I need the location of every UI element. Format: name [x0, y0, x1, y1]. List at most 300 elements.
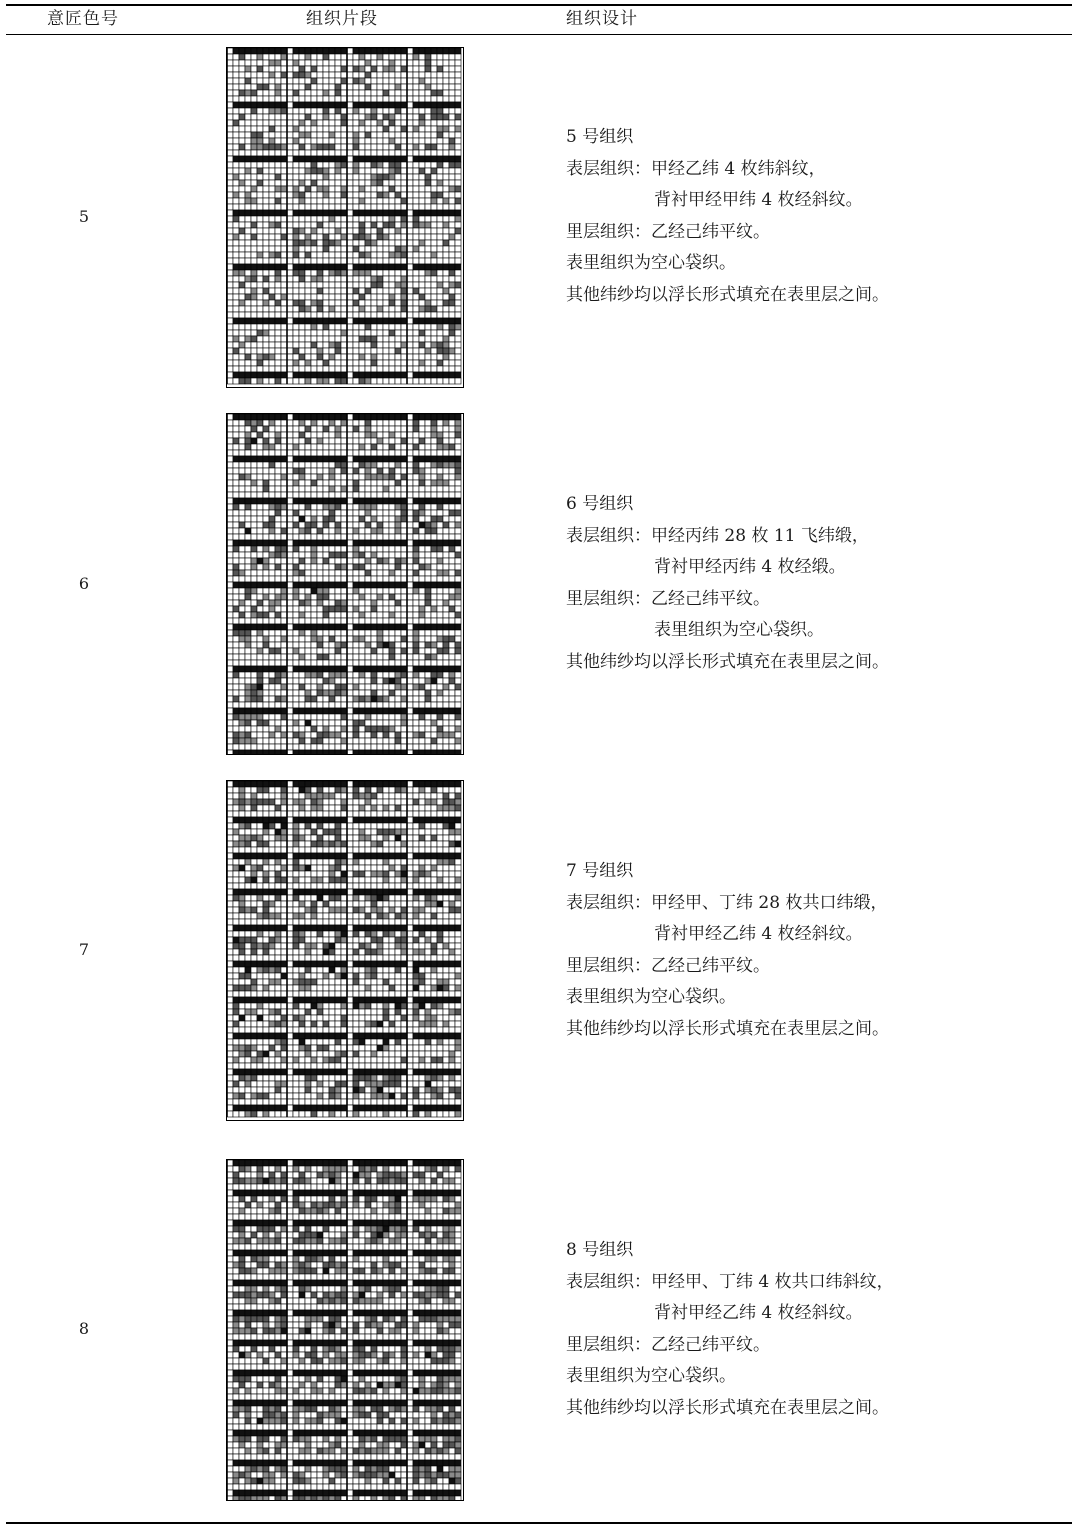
weave-cell: [323, 504, 329, 510]
weave-cell: [413, 48, 419, 54]
weave-cell: [425, 600, 431, 606]
weave-cell: [365, 162, 371, 168]
weave-cell: [269, 324, 275, 330]
weave-cell: [257, 54, 263, 60]
weave-cell: [317, 666, 323, 672]
weave-cell: [281, 684, 287, 690]
weave-cell: [251, 150, 257, 156]
weave-cell: [437, 859, 443, 865]
weave-cell: [275, 456, 281, 462]
weave-cell: [239, 426, 245, 432]
weave-cell: [365, 618, 371, 624]
weave-cell: [413, 859, 419, 865]
weave-cell: [407, 738, 413, 744]
weave-cell: [389, 841, 395, 847]
weave-cell: [251, 660, 257, 666]
weave-cell: [365, 534, 371, 540]
weave-cell: [437, 624, 443, 630]
weave-cell: [317, 642, 323, 648]
weave-cell: [383, 78, 389, 84]
weave-cell: [281, 174, 287, 180]
weave-cell: [413, 829, 419, 835]
weave-cell: [335, 120, 341, 126]
weave-cell: [395, 726, 401, 732]
weave-cell: [449, 588, 455, 594]
weave-cell: [329, 642, 335, 648]
weave-cell: [323, 450, 329, 456]
weave-cell: [239, 282, 245, 288]
weave-cell: [269, 282, 275, 288]
weave-cell: [431, 186, 437, 192]
weave-cell: [341, 456, 347, 462]
weave-cell: [431, 48, 437, 54]
weave-cell: [365, 516, 371, 522]
weave-cell: [227, 318, 233, 324]
weave-cell: [233, 444, 239, 450]
weave-cell: [281, 835, 287, 841]
weave-cell: [395, 54, 401, 60]
weave-cell: [263, 618, 269, 624]
weave-cell: [281, 126, 287, 132]
weave-cell: [383, 336, 389, 342]
weave-cell: [365, 450, 371, 456]
weave-cell: [245, 600, 251, 606]
weave-cell: [287, 96, 293, 102]
weave-cell: [431, 534, 437, 540]
weave-cell: [431, 258, 437, 264]
weave-cell: [359, 72, 365, 78]
weave-cell: [419, 144, 425, 150]
weave-cell: [383, 192, 389, 198]
weave-cell: [359, 378, 365, 384]
weave-cell: [263, 450, 269, 456]
weave-cell: [323, 366, 329, 372]
weave-cell: [305, 714, 311, 720]
weave-cell: [335, 787, 341, 793]
weave-cell: [323, 528, 329, 534]
weave-cell: [281, 294, 287, 300]
weave-cell: [251, 570, 257, 576]
weave-cell: [341, 228, 347, 234]
weave-cell: [335, 240, 341, 246]
weave-cell: [449, 282, 455, 288]
weave-cell: [401, 48, 407, 54]
weave-cell: [431, 570, 437, 576]
weave-cell: [389, 817, 395, 823]
weave-cell: [317, 150, 323, 156]
weave-cell: [449, 516, 455, 522]
weave-cell: [443, 720, 449, 726]
weave-cell: [275, 684, 281, 690]
weave-cell: [365, 630, 371, 636]
weave-cell: [341, 252, 347, 258]
weave-cell: [329, 696, 335, 702]
weave-cell: [257, 522, 263, 528]
weave-cell: [311, 510, 317, 516]
weave-cell: [245, 78, 251, 84]
weave-cell: [437, 294, 443, 300]
weave-cell: [329, 582, 335, 588]
weave-cell: [311, 426, 317, 432]
weave-cell: [353, 444, 359, 450]
weave-cell: [401, 288, 407, 294]
weave-cell: [395, 504, 401, 510]
weave-cell: [413, 498, 419, 504]
weave-cell: [227, 606, 233, 612]
weave-cell: [431, 696, 437, 702]
weave-cell: [389, 312, 395, 318]
weave-cell: [239, 624, 245, 630]
weave-cell: [443, 702, 449, 708]
weave-cell: [455, 781, 461, 787]
weave-cell: [443, 216, 449, 222]
weave-cell: [239, 174, 245, 180]
weave-cell: [257, 726, 263, 732]
weave-cell: [227, 570, 233, 576]
weave-cell: [245, 414, 251, 420]
weave-cell: [419, 462, 425, 468]
weave-cell: [455, 696, 461, 702]
weave-cell: [353, 90, 359, 96]
weave-cell: [263, 678, 269, 684]
weave-cell: [263, 270, 269, 276]
weave-cell: [335, 799, 341, 805]
weave-cell: [407, 144, 413, 150]
weave-cell: [293, 690, 299, 696]
weave-cell: [407, 174, 413, 180]
weave-cell: [413, 805, 419, 811]
weave-cell: [377, 198, 383, 204]
weave-cell: [347, 180, 353, 186]
weave-cell: [437, 240, 443, 246]
weave-cell: [287, 714, 293, 720]
weave-cell: [311, 168, 317, 174]
weave-cell: [359, 672, 365, 678]
weave-cell: [419, 222, 425, 228]
weave-cell: [323, 252, 329, 258]
weave-cell: [431, 528, 437, 534]
weave-cell: [329, 222, 335, 228]
weave-cell: [263, 324, 269, 330]
weave-cell: [251, 72, 257, 78]
weave-cell: [317, 528, 323, 534]
weave-cell: [263, 853, 269, 859]
weave-cell: [365, 414, 371, 420]
weave-cell: [287, 805, 293, 811]
weave-cell: [377, 684, 383, 690]
weave-cell: [395, 366, 401, 372]
weave-cell: [287, 120, 293, 126]
weave-cell: [359, 660, 365, 666]
weave-cell: [437, 264, 443, 270]
weave-cell: [389, 558, 395, 564]
weave-cell: [449, 240, 455, 246]
weave-cell: [347, 594, 353, 600]
weave-cell: [365, 594, 371, 600]
weave-cell: [347, 781, 353, 787]
weave-cell: [341, 654, 347, 660]
weave-cell: [455, 360, 461, 366]
weave-cell: [443, 540, 449, 546]
weave-cell: [443, 264, 449, 270]
weave-cell: [305, 300, 311, 306]
weave-cell: [359, 126, 365, 132]
weave-cell: [455, 654, 461, 660]
weave-cell: [251, 450, 257, 456]
weave-cell: [407, 510, 413, 516]
weave-cell: [293, 60, 299, 66]
weave-cell: [401, 240, 407, 246]
weave-cell: [431, 180, 437, 186]
weave-cell: [323, 60, 329, 66]
weave-cell: [437, 54, 443, 60]
weave-cell: [311, 630, 317, 636]
weave-cell: [245, 228, 251, 234]
weave-cell: [455, 516, 461, 522]
weave-cell: [455, 420, 461, 426]
weave-cell: [251, 420, 257, 426]
weave-cell: [449, 750, 455, 755]
weave-cell: [305, 486, 311, 492]
weave-cell: [449, 576, 455, 582]
weave-cell: [323, 150, 329, 156]
weave-cell: [329, 600, 335, 606]
weave-cell: [293, 120, 299, 126]
weave-cell: [347, 372, 353, 378]
weave-cell: [353, 799, 359, 805]
weave-cell: [281, 534, 287, 540]
weave-cell: [353, 720, 359, 726]
weave-cell: [449, 847, 455, 853]
weave-cell: [431, 781, 437, 787]
weave-cell: [251, 787, 257, 793]
weave-cell: [395, 498, 401, 504]
weave-cell: [227, 612, 233, 618]
weave-cell: [305, 552, 311, 558]
weave-cell: [293, 744, 299, 750]
weave-cell: [371, 78, 377, 84]
weave-cell: [389, 96, 395, 102]
weave-cell: [443, 252, 449, 258]
weave-cell: [251, 853, 257, 859]
weave-cell: [371, 84, 377, 90]
weave-cell: [401, 696, 407, 702]
weave-cell: [311, 180, 317, 186]
weave-cell: [413, 174, 419, 180]
weave-cell: [455, 534, 461, 540]
weave-cell: [275, 564, 281, 570]
weave-cell: [419, 841, 425, 847]
weave-cell: [323, 438, 329, 444]
weave-cell: [431, 264, 437, 270]
weave-cell: [347, 462, 353, 468]
weave-cell: [407, 222, 413, 228]
weave-cell: [347, 666, 353, 672]
weave-cell: [227, 336, 233, 342]
weave-cell: [269, 72, 275, 78]
weave-cell: [383, 48, 389, 54]
weave-cell: [329, 666, 335, 672]
weave-cell: [407, 306, 413, 312]
weave-cell: [299, 426, 305, 432]
weave-cell: [389, 54, 395, 60]
weave-cell: [227, 84, 233, 90]
weave-cell: [299, 750, 305, 755]
weave-cell: [311, 162, 317, 168]
weave-cell: [251, 180, 257, 186]
weave-cell: [377, 354, 383, 360]
weave-cell: [401, 210, 407, 216]
weave-cell: [317, 522, 323, 528]
weave-cell: [365, 246, 371, 252]
weave-cell: [341, 276, 347, 282]
weave-cell: [323, 264, 329, 270]
weave-cell: [341, 732, 347, 738]
weave-cell: [341, 486, 347, 492]
weave-cell: [455, 246, 461, 252]
weave-cell: [311, 252, 317, 258]
weave-cell: [449, 84, 455, 90]
weave-cell: [449, 126, 455, 132]
weave-cell: [257, 600, 263, 606]
weave-cell: [407, 354, 413, 360]
weave-cell: [353, 120, 359, 126]
weave-cell: [449, 342, 455, 348]
weave-cell: [233, 558, 239, 564]
weave-cell: [449, 859, 455, 865]
weave-cell: [341, 234, 347, 240]
weave-cell: [299, 114, 305, 120]
weave-cell: [263, 90, 269, 96]
weave-cell: [443, 120, 449, 126]
weave-cell: [419, 78, 425, 84]
weave-cell: [275, 468, 281, 474]
weave-cell: [389, 648, 395, 654]
weave-cell: [443, 312, 449, 318]
weave-cell: [335, 72, 341, 78]
weave-cell: [251, 612, 257, 618]
weave-cell: [329, 252, 335, 258]
weave-cell: [323, 270, 329, 276]
weave-cell: [251, 504, 257, 510]
weave-cell: [233, 805, 239, 811]
weave-cell: [263, 444, 269, 450]
weave-cell: [377, 378, 383, 384]
weave-cell: [359, 288, 365, 294]
weave-cell: [383, 684, 389, 690]
weave-cell: [293, 450, 299, 456]
weave-cell: [317, 324, 323, 330]
weave-cell: [401, 817, 407, 823]
weave-cell: [425, 468, 431, 474]
weave-cell: [437, 847, 443, 853]
weave-cell: [353, 150, 359, 156]
weave-cell: [311, 78, 317, 84]
weave-cell: [269, 528, 275, 534]
weave-cell: [275, 841, 281, 847]
weave-cell: [365, 330, 371, 336]
weave-cell: [233, 330, 239, 336]
weave-cell: [383, 186, 389, 192]
weave-cell: [377, 576, 383, 582]
weave-cell: [293, 438, 299, 444]
weave-cell: [335, 558, 341, 564]
weave-cell: [239, 318, 245, 324]
weave-cell: [365, 48, 371, 54]
weave-cell: [245, 558, 251, 564]
weave-cell: [425, 234, 431, 240]
weave-cell: [359, 823, 365, 829]
weave-cell: [257, 60, 263, 66]
weave-cell: [317, 811, 323, 817]
weave-cell: [395, 678, 401, 684]
weave-cell: [245, 618, 251, 624]
weave-cell: [257, 138, 263, 144]
weave-cell: [359, 282, 365, 288]
weave-cell: [455, 552, 461, 558]
weave-cell: [353, 306, 359, 312]
weave-cell: [353, 630, 359, 636]
weave-cell: [263, 793, 269, 799]
weave-cell: [419, 486, 425, 492]
weave-cell: [383, 270, 389, 276]
weave-cell: [311, 835, 317, 841]
weave-cell: [389, 240, 395, 246]
weave-cell: [239, 829, 245, 835]
weave-cell: [317, 853, 323, 859]
weave-cell: [437, 132, 443, 138]
weave-cell: [395, 72, 401, 78]
weave-cell: [401, 60, 407, 66]
weave-cell: [359, 841, 365, 847]
weave-cell: [395, 594, 401, 600]
weave-cell: [431, 432, 437, 438]
weave-cell: [329, 366, 335, 372]
weave-cell: [443, 156, 449, 162]
weave-cell: [359, 582, 365, 588]
weave-cell: [389, 793, 395, 799]
weave-cell: [269, 552, 275, 558]
weave-cell: [233, 486, 239, 492]
weave-cell: [311, 570, 317, 576]
weave-cell: [269, 360, 275, 366]
weave-cell: [299, 108, 305, 114]
weave-cell: [395, 312, 401, 318]
weave-cell: [383, 606, 389, 612]
weave-cell: [293, 582, 299, 588]
weave-cell: [311, 606, 317, 612]
weave-cell: [311, 366, 317, 372]
weave-cell: [401, 162, 407, 168]
weave-cell: [407, 312, 413, 318]
weave-cell: [233, 498, 239, 504]
weave-cell: [359, 342, 365, 348]
weave-cell: [365, 348, 371, 354]
weave-cell: [335, 162, 341, 168]
weave-cell: [293, 606, 299, 612]
weave-cell: [425, 348, 431, 354]
weave-cell: [245, 336, 251, 342]
weave-cell: [401, 726, 407, 732]
weave-cell: [329, 570, 335, 576]
weave-cell: [407, 126, 413, 132]
weave-cell: [329, 708, 335, 714]
weave-cell: [335, 210, 341, 216]
weave-cell: [359, 540, 365, 546]
weave-cell: [245, 510, 251, 516]
weave-cell: [335, 378, 341, 384]
weave-cell: [437, 630, 443, 636]
